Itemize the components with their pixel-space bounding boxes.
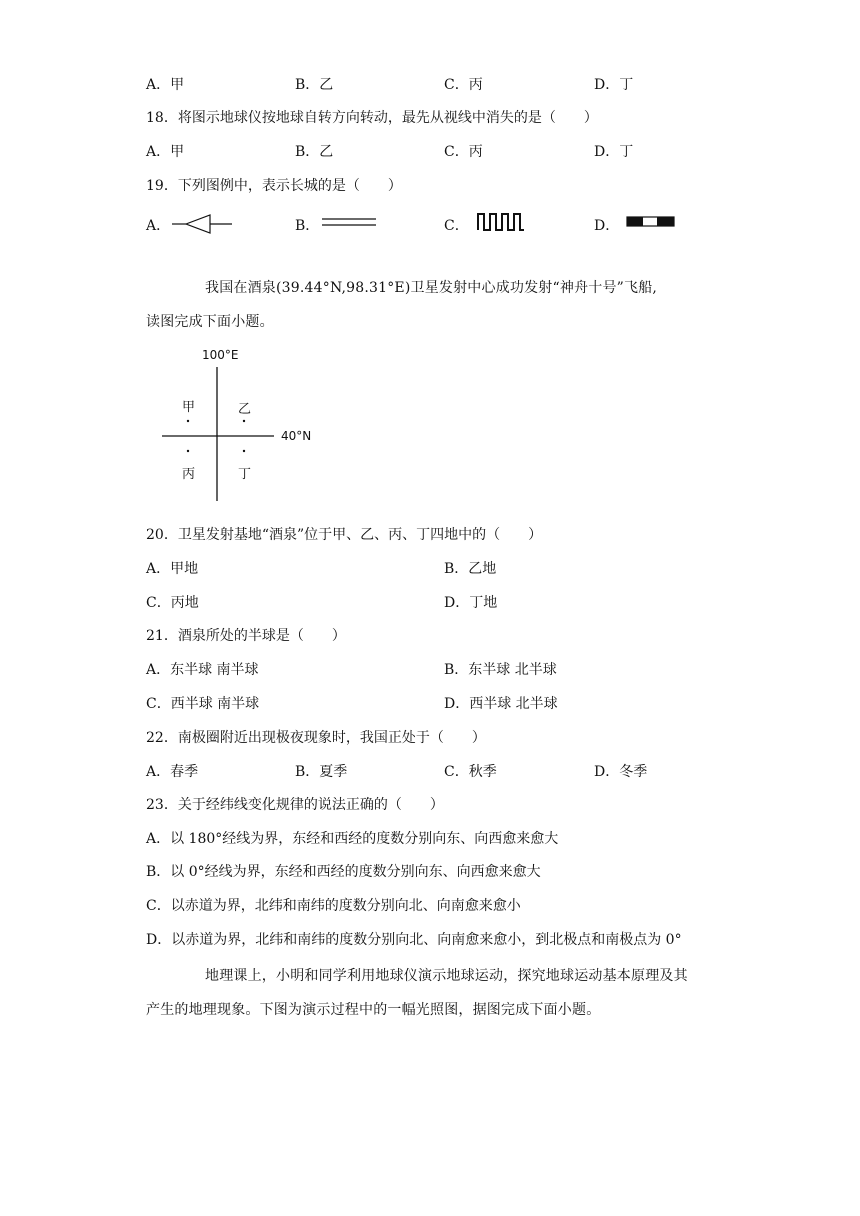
q17-option-c[interactable]: C．丙	[444, 77, 483, 93]
q18-option-a[interactable]: A．甲	[146, 144, 185, 160]
q20-option-a[interactable]: A．甲地	[146, 561, 199, 577]
longitude-label: 100°E	[202, 348, 239, 362]
q23-stem: 23．关于经纬线变化规律的说法正确的（ ）	[146, 797, 444, 813]
railway-dash-icon	[626, 214, 676, 230]
passage2-line1: 地理课上，小明和同学利用地球仪演示地球运动，探究地球运动基本原理及其	[205, 968, 688, 984]
point-jia: 甲	[182, 400, 196, 415]
q18-option-b[interactable]: B．乙	[295, 144, 334, 160]
q21-option-a[interactable]: A．东半球 南半球	[146, 662, 259, 678]
q18-option-d[interactable]: D．丁	[594, 144, 634, 160]
q23-option-a[interactable]: A．以 180°经线为界，东经和西经的度数分别向东、向西愈来愈大	[146, 831, 559, 847]
q18-option-c[interactable]: C．丙	[444, 144, 483, 160]
q21-option-b[interactable]: B．东半球 北半球	[444, 662, 557, 678]
q23-option-b[interactable]: B．以 0°经线为界，东经和西经的度数分别向东、向西愈来愈大	[146, 864, 541, 880]
q18-stem: 18．将图示地球仪按地球自转方向转动，最先从视线中消失的是（ ）	[146, 110, 598, 126]
q22-option-d[interactable]: D．冬季	[594, 764, 648, 780]
q19-option-b-label: B．	[295, 218, 320, 234]
q21-option-c[interactable]: C．西半球 南半球	[146, 696, 260, 712]
point-bing: 丙	[182, 467, 196, 482]
q23-option-d[interactable]: D．以赤道为界，北纬和南纬的度数分别向北、向南愈来愈小，到北极点和南极点为 0°	[146, 932, 682, 948]
lat-lon-figure	[150, 345, 350, 505]
q19-stem: 19．下列图例中，表示长城的是（ ）	[146, 178, 402, 194]
q21-stem: 21．酒泉所处的半球是（ ）	[146, 628, 346, 644]
q20-option-d[interactable]: D．丁地	[444, 595, 498, 611]
latitude-label: 40°N	[281, 429, 312, 443]
arrow-triangle-icon	[170, 212, 234, 236]
q22-stem: 22．南极圈附近出现极夜现象时，我国正处于（ ）	[146, 730, 486, 746]
q19-option-c-label: C．	[444, 218, 469, 234]
double-line-icon	[320, 212, 378, 232]
q19-option-a-label: A．	[146, 218, 171, 234]
q17-option-d[interactable]: D．丁	[594, 77, 634, 93]
q23-option-c[interactable]: C．以赤道为界，北纬和南纬的度数分别向北、向南愈来愈小	[146, 898, 521, 914]
point-yi: 乙	[238, 402, 252, 417]
q17-option-b[interactable]: B．乙	[295, 77, 334, 93]
passage1-line1: 我国在酒泉(39.44°N,98.31°E)卫星发射中心成功发射“神舟十号”飞船,	[205, 280, 658, 296]
q22-option-a[interactable]: A．春季	[146, 764, 199, 780]
passage1-line2: 读图完成下面小题。	[146, 314, 274, 330]
q20-option-c[interactable]: C．丙地	[146, 595, 199, 611]
point-ding: 丁	[238, 467, 252, 482]
q22-option-c[interactable]: C．秋季	[444, 764, 497, 780]
q17-option-a[interactable]: A．甲	[146, 77, 185, 93]
q21-option-d[interactable]: D．西半球 北半球	[444, 696, 558, 712]
wall-battlement-icon	[476, 210, 528, 234]
q20-option-b[interactable]: B．乙地	[444, 561, 497, 577]
q20-stem: 20．卫星发射基地“酒泉”位于甲、乙、丙、丁四地中的（ ）	[146, 527, 543, 543]
passage2-line2: 产生的地理现象。下图为演示过程中的一幅光照图，据图完成下面小题。	[146, 1002, 601, 1018]
q22-option-b[interactable]: B．夏季	[295, 764, 348, 780]
q19-option-d-label: D．	[594, 218, 620, 234]
